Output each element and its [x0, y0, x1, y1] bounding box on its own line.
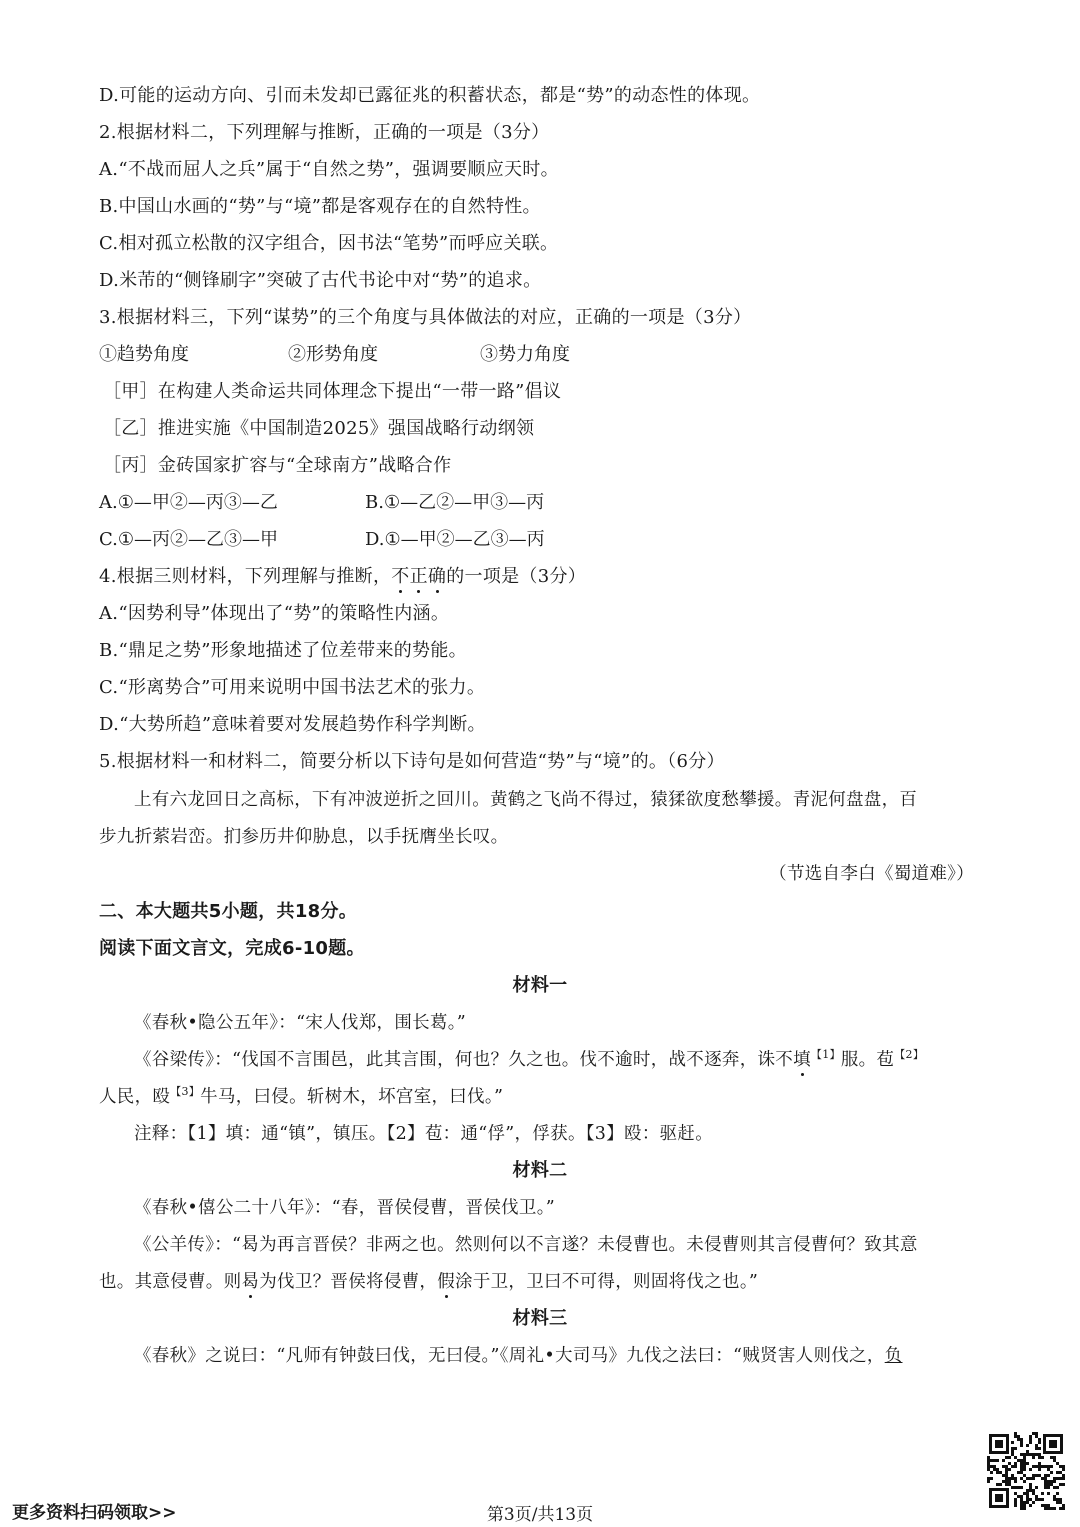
m1-l3-text-b: 牛马，曰侵。斩树木，坏宫室，曰伐。”	[200, 1087, 504, 1107]
q2-option-d: D.米芾的“侧锋刷字”突破了古代书论中对“势”的追求。	[99, 270, 542, 291]
m2-l3-text-c: 涂于卫，卫曰不可得，则固将伐之也。”	[455, 1272, 759, 1292]
m2-emph-jia: 假	[437, 1272, 456, 1292]
q4-option-d: D.“大势所趋”意味着要对发展趋势作科学判断。	[99, 714, 486, 735]
page-number: 第3页/共13页	[486, 1505, 594, 1525]
q3-angle-2: ②形势角度	[288, 344, 378, 365]
q3-item-yi: ［乙］推进实施《中国制造2025》强国战略行动纲领	[103, 418, 535, 439]
poem-source: （节选自李白《蜀道难》）	[769, 864, 974, 884]
note-ref-2: 【2】	[894, 1048, 925, 1062]
poem-line-1: 上有六龙回日之高标，下有冲波逆折之回川。黄鹤之飞尚不得过，猿猱欲度愁攀援。青泥何盘盘，百	[134, 790, 918, 810]
q1-option-d: D.可能的运动方向、引而未发却已露征兆的积蓄状态，都是“势”的动态性的体现。	[99, 85, 761, 106]
q3-option-a: A.①—甲②—丙③—乙	[99, 492, 278, 513]
note-ref-3: 【3】	[170, 1085, 201, 1099]
q4-option-b: B.“鼎足之势”形象地描述了位差带来的势能。	[99, 640, 467, 661]
material-1-line-2	[134, 1048, 924, 1072]
m1-l3-text-a: 人民，殴	[99, 1087, 171, 1107]
footer-scan-link[interactable]: 更多资料扫码领取>>	[12, 1503, 177, 1523]
material-1-note: 注释：【1】填：通“镇”，镇压。【2】苞：通“俘”，俘获。【3】殴：驱赶。	[134, 1124, 714, 1144]
m3-underlined-fu: 负	[884, 1346, 903, 1366]
qr-code-icon[interactable]	[987, 1432, 1065, 1510]
m3-l1-text-a: 《春秋》之说曰：“凡师有钟鼓曰伐，无曰侵。”《周礼•大司马》九伐之法曰：“贼贤害人则伐之，	[134, 1346, 885, 1366]
q4-option-c: C.“形离势合”可用来说明中国书法艺术的张力。	[99, 677, 486, 698]
q4-text-pre: 4.根据三则材料，下列理解与推断，	[99, 566, 392, 587]
q4-option-a: A.“因势利导”体现出了“势”的策略性内涵。	[99, 603, 450, 624]
m1-l2-text-a: 《谷梁传》：“伐国不言围邑，此其言围，何也？久之也。伐不逾时，战不逐奔，诛不	[134, 1050, 794, 1070]
m1-l2-text-b: 服。苞	[840, 1050, 895, 1070]
q2-option-a: A.“不战而屈人之兵”属于“自然之势”，强调要顺应天时。	[99, 159, 559, 180]
q3-option-d: D.①—甲②—乙③—丙	[365, 529, 545, 550]
m2-l3-text-b: 为伐卫？晋侯将侵曹，	[259, 1272, 438, 1292]
m1-emph-tian: 填	[793, 1050, 811, 1070]
material-1-line-3	[99, 1085, 503, 1109]
material-1-line-1: 《春秋•隐公五年》：“宋人伐郑，围长葛。”	[134, 1013, 467, 1033]
q2-option-b: B.中国山水画的“势”与“境”都是客观存在的自然特性。	[99, 196, 541, 217]
material-2-title: 材料二	[512, 1160, 568, 1181]
m2-l3-text-a: 也。其意侵曹。则	[99, 1272, 242, 1292]
poem-line-2: 步九折萦岩峦。扪参历井仰胁息，以手抚膺坐长叹。	[99, 827, 509, 847]
q3-item-bing: ［丙］金砖国家扩容与“全球南方”战略合作	[103, 455, 452, 476]
material-3-title: 材料三	[512, 1308, 568, 1329]
material-1-title: 材料一	[512, 975, 568, 996]
q2-option-c: C.相对孤立松散的汉字组合，因书法“笔势”而呼应关联。	[99, 233, 559, 254]
section-2-instruction: 阅读下面文言文，完成6-10题。	[99, 938, 365, 959]
note-ref-1: 【1】	[810, 1048, 841, 1062]
q3-angle-3: ③势力角度	[480, 344, 570, 365]
m2-emph-he: 曷	[241, 1272, 260, 1292]
q3-option-c: C.①—丙②—乙③—甲	[99, 529, 278, 550]
q4-text-post: 的一项是（3分）	[446, 566, 587, 587]
q3-angle-1: ①趋势角度	[99, 344, 189, 365]
q4-emph-char: 不	[391, 566, 410, 587]
section-2-heading: 二、本大题共5小题，共18分。	[99, 901, 358, 922]
q3-item-jia: ［甲］在构建人类命运共同体理念下提出“一带一路”倡议	[103, 381, 562, 402]
question-3: 3.根据材料三，下列“谋势”的三个角度与具体做法的对应，正确的一项是（3分）	[99, 307, 752, 328]
material-2-line-3	[99, 1270, 758, 1294]
q3-option-b: B.①—乙②—甲③—丙	[365, 492, 545, 513]
material-2-line-1: 《春秋•僖公二十八年》：“春，晋侯侵曹，晋侯伐卫。”	[134, 1198, 556, 1218]
question-2: 2.根据材料二，下列理解与推断，正确的一项是（3分）	[99, 122, 550, 143]
question-5: 5.根据材料一和材料二，简要分析以下诗句是如何营造“势”与“境”的。（6分）	[99, 751, 725, 772]
q4-emph-char: 正	[409, 566, 428, 587]
q4-emph-char: 确	[427, 566, 447, 587]
material-3-line-1	[134, 1344, 902, 1368]
material-2-line-2: 《公羊传》：“曷为再言晋侯？非两之也。然则何以不言遂？未侵曹也。未侵曹则其言侵曹何？致其意	[134, 1235, 918, 1255]
question-4	[99, 565, 586, 589]
q4-emphasis	[391, 566, 446, 587]
